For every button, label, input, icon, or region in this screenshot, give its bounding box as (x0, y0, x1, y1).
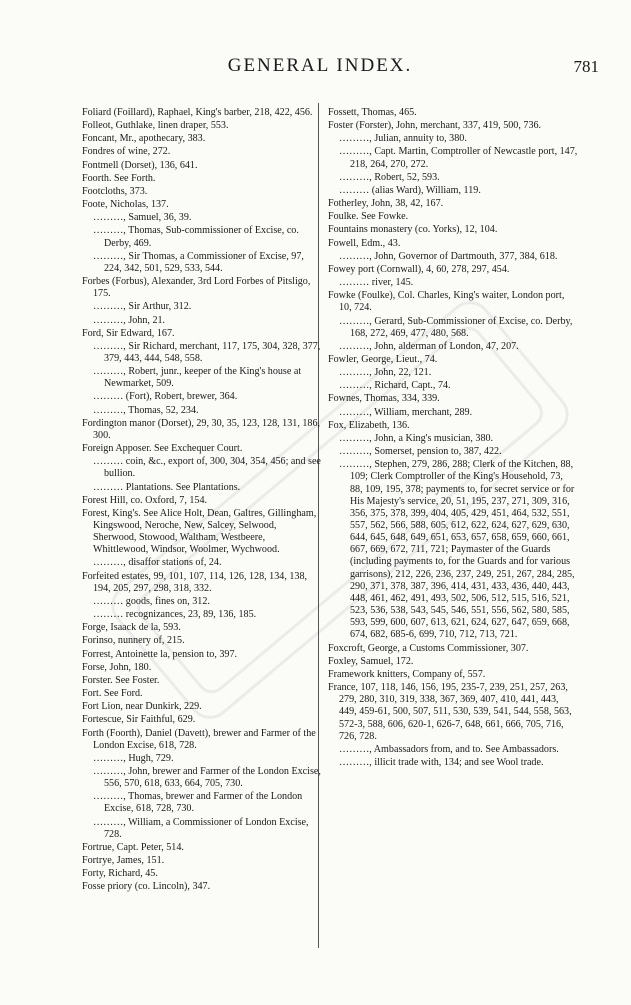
index-entry: ………, Robert, junr., keeper of the King's house at Newmarket, 509. (93, 366, 302, 390)
index-entry: ………, John, a King's musician, 380. (339, 432, 494, 444)
index-entry: Forty, Richard, 45. (82, 868, 158, 880)
index-entry: Forest Hill, co. Oxford, 7, 154. (82, 494, 208, 506)
index-entry: ………, Thomas, Sub-commissioner of Excise, co. Derby, 469. (93, 225, 299, 249)
index-entry: ………, Richard, Capt., 74. (339, 380, 451, 392)
index-entry: ………, Thomas, brewer and Farmer of the London Excise, 618, 728, 730. (93, 791, 303, 815)
index-entry: Foncant, Mr., apothecary, 383. (82, 133, 206, 145)
index-entry: ………, William, a Commissioner of London Excise, 728. (93, 816, 309, 840)
index-entry: Folleot, Guthlake, linen draper, 553. (82, 120, 229, 132)
index-entry: ………, John, alderman of London, 47, 207. (339, 340, 519, 352)
right-index-column (328, 107, 578, 770)
index-entry: ………, Stephen, 279, 286, 288; Clerk of the Kitchen, 88, 109; Clerk Comptroller of the King's Household, 73, 88, 109, 195, 378; payments to, for secret service or for His Majesty's service, 20, 51, 195, 237, 271, 309, 316, 356, 375, 378, 399, 404, 405, 429, 451, 464, 532, 551, 557, 562, 566, 588, 605, 612, 622, 624, 627, 629, 630, 644, 645, 648, 649, 651, 653, 657, 658, 659, 660, 661, 667, 669, 672, 711, 721; Paymaster of the Guards (including payments to, for the Guards and for various garrisons), 212, 226, 236, 237, 249, 251, 267, 284, 285, 290, 371, 378, 387, 396, 414, 431, 433, 436, 440, 443, 448, 461, 462, 491, 493, 502, 506, 512, 515, 516, 521, 523, 536, 538, 543, 545, 546, 551, 556, 562, 580, 585, 593, 599, 600, 607, 613, 621, 624, 627, 647, 659, 668, 674, 682, 685-6, 699, 710, 712, 713, 721. (339, 459, 575, 641)
index-entry: ………, Thomas, 52, 234. (93, 404, 199, 416)
index-entry: Forge, Isaack de la, 593. (82, 622, 181, 634)
index-entry: ………, Robert, 52, 593. (339, 171, 440, 183)
index-entry: ………, Somerset, pension to, 387, 422. (339, 446, 502, 458)
index-entry: ………, Sir Thomas, a Commissioner of Excise, 97, 224, 342, 501, 529, 533, 544. (93, 250, 304, 274)
index-entry: Fortrye, James, 151. (82, 855, 165, 867)
index-entry: Foxley, Samuel, 172. (328, 655, 414, 667)
index-entry: ……… goods, fines on, 312. (93, 595, 210, 607)
index-entry: Foxcroft, George, a Customs Commissioner, 307. (328, 642, 529, 654)
index-entry: Fowler, George, Lieut., 74. (328, 353, 438, 365)
index-entry: Foreign Apposer. See Exchequer Court. (82, 443, 243, 455)
index-entry: ………, John, Governor of Dartmouth, 377, 384, 618. (339, 250, 558, 262)
index-entry: Forse, John, 180. (82, 661, 152, 673)
page-number: 781 (573, 57, 599, 76)
index-entry: Forfeited estates, 99, 101, 107, 114, 126, 128, 134, 138, 194, 205, 297, 298, 318, 332. (82, 570, 308, 594)
index-entry: ………, disaffor stations of, 24. (93, 557, 222, 569)
index-entry: Ford, Sir Edward, 167. (82, 327, 175, 339)
index-entry: Fordington manor (Dorset), 29, 30, 35, 123, 128, 131, 186, 300. (82, 417, 321, 441)
index-entry: Fownes, Thomas, 334, 339. (328, 393, 440, 405)
index-entry: Fort Lion, near Dunkirk, 229. (82, 701, 202, 713)
index-entry: ……… recognizances, 23, 89, 136, 185. (93, 609, 257, 621)
running-title: GENERAL INDEX. (227, 55, 413, 76)
index-entry: ………, John, brewer and Farmer of the London Excise, 556, 570, 618, 633, 664, 705, 730. (93, 765, 321, 790)
index-entry: Fort. See Ford. (82, 688, 143, 700)
index-entry: Fossett, Thomas, 465. (328, 107, 417, 118)
index-entry: ………, Sir Richard, merchant, 117, 175, 304, 328, 377, 379, 443, 444, 548, 558. (93, 340, 321, 364)
index-entry: Foster (Forster), John, merchant, 337, 419, 500, 736. (328, 120, 542, 132)
index-entry: ………, Samuel, 36, 39. (93, 212, 192, 224)
left-index-column (82, 107, 322, 895)
index-entry: ………, Ambassadors from, and to. See Ambassadors. (339, 743, 559, 755)
index-entry: Fortescue, Sir Faithful, 629. (82, 714, 196, 726)
index-entry: Forster. See Foster. (82, 674, 160, 686)
index-entry: ……… (Fort), Robert, brewer, 364. (93, 391, 238, 403)
index-entry: Framework knitters, Company of, 557. (328, 668, 486, 680)
index-entry: Foorth. See Forth. (82, 172, 156, 184)
index-entry: Fotherley, John, 38, 42, 167. (328, 198, 444, 210)
index-entry: Forest, King's. See Alice Holt, Dean, Galtres, Gillingham, Kingswood, Neroche, New, Salcey, Selwood, Sherwood, Stowood, Waltham, Westbeere, Whittlewood, Windsor, Woolmer, Wychwood. (82, 507, 317, 556)
index-entry: Fosse priory (co. Lincoln), 347. (82, 881, 211, 893)
index-entry: ………, John, 21. (93, 314, 166, 326)
index-entry: ………, Sir Arthur, 312. (93, 301, 192, 313)
index-entry: Foliard (Foillard), Raphael, King's barber, 218, 422, 456. (82, 107, 313, 118)
index-entry: Forinso, nunnery of, 215. (82, 635, 185, 647)
index-entry: ……… river, 145. (339, 277, 414, 289)
index-entry: ……… (alias Ward), William, 119. (339, 184, 481, 196)
index-entry: ……… coin, &c., export of, 300, 304, 354, 456; and see bullion. (93, 456, 321, 480)
index-entry: Fox, Elizabeth, 136. (328, 419, 410, 431)
index-entry: France, 107, 118, 146, 156, 195, 235-7, 239, 251, 257, 263, 279, 280, 310, 319, 338, 367, 369, 407, 410, 441, 443, 449, 459-61, 500, 507, 511, 530, 539, 541, 544, 558, 563, 572-3, 588, 606, 620-1, 626-7, 648, 661, 666, 705, 716, 726, 728. (328, 682, 572, 742)
index-entry: Fortrue, Capt. Peter, 514. (82, 841, 184, 853)
index-entry: ………, Capt. Martin, Comptroller of Newcastle port, 147, 218, 264, 270, 272. (339, 146, 578, 170)
index-entry: Forrest, Antoinette la, pension to, 397. (82, 648, 238, 660)
page-header (0, 55, 631, 85)
index-entry: ………, John, 22, 121. (339, 367, 432, 379)
index-entry: Forbes (Forbus), Alexander, 3rd Lord Forbes of Pitsligo, 175. (82, 276, 311, 300)
index-entry: Foulke. See Fowke. (328, 211, 409, 223)
index-entry: ………, Gerard, Sub-Commissioner of Excise, co. Derby, 168, 272, 469, 477, 480, 568. (339, 315, 573, 339)
index-entry: Foote, Nicholas, 137. (82, 199, 169, 211)
index-entry: Footcloths, 373. (82, 185, 148, 197)
index-entry: Forth (Foorth), Daniel (Davett), brewer and Farmer of the London Excise, 618, 728. (82, 727, 316, 751)
index-entry: Fowell, Edm., 43. (328, 237, 401, 249)
index-entry: Fountains monastery (co. Yorks), 12, 104. (328, 224, 498, 236)
index-entry: ………, Julian, annuity to, 380. (339, 133, 467, 145)
index-entry: Fowke (Foulke), Col. Charles, King's waiter, London port, 10, 724. (328, 290, 565, 314)
index-entry: ………, William, merchant, 289. (339, 406, 473, 418)
index-entry: Fondres of wine, 272. (82, 146, 171, 158)
index-entry: Fontmell (Dorset), 136, 641. (82, 159, 198, 171)
index-entry: ………, Hugh, 729. (93, 752, 174, 764)
index-entry: ……… Plantations. See Plantations. (93, 481, 241, 493)
index-entry: ………, illicit trade with, 134; and see Wool trade. (339, 756, 544, 768)
index-entry: Fowey port (Cornwall), 4, 60, 278, 297, 454. (328, 263, 510, 275)
